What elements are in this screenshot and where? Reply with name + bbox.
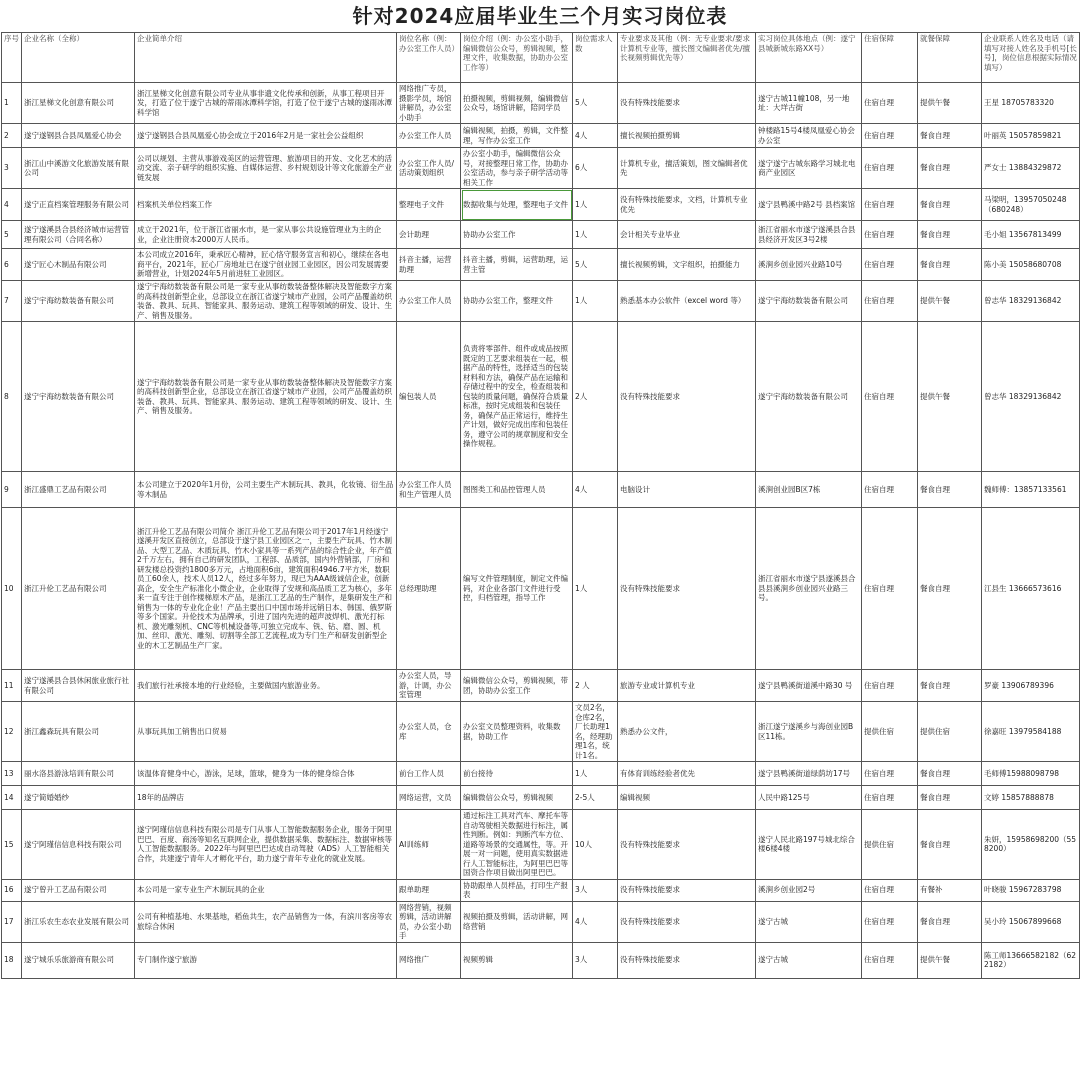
position-duties-cell: 办公室文员整理资料，收集数据，协助工作 (461, 702, 573, 762)
company-intro-cell: 浙江升伦工艺品有限公司简介 浙江升伦工艺品有限公司于2017年1月经遂宁遂溪开发区直接创立，总部设于遂宁县工业园区之一，主要生产玩具、竹木制品、大型工艺品、木质玩具、竹木小家具等一系列产品的综合性企业，年产值2千万左右，拥有自己的研发团队，工程部、品质部，国内外营销部，厂房和研发楼总投资约1800多万元，占地面积6亩，建筑面积4946.7平方米，数职员工60余人，技术人员12人，经过多年努力，现已为AAA级诚信企业，创新高企，安全生产标准化小微企业，企业取得了安规和高品质工艺为核心，多年来一直专注于创作楼梯原木产品，是浙江工艺品的生产制作，是集研发生产和销售为一体的专业化企业！产品主要出口中国市场并远销日本、韩国、俄罗斯等多个国家。升伦技术为品牌承，引进了国内先进的超声波焊机、激光打标机、激光雕刻机、CNC等机械设备等,可独立完成车、铣、钻、磨、圆、机加、丝印、激光、雕刻、切割等全部工艺流程,成为专门生产和研发创新型企业的木工艺制品生产厂家。 (135, 508, 397, 670)
headcount-cell: 2-5人 (573, 786, 618, 810)
table-row (2, 762, 1080, 786)
col-header: 企业名称（全称） (22, 33, 135, 83)
col-header: 岗位需求人数 (573, 33, 618, 83)
headcount-cell: 1人 (573, 221, 618, 249)
work-location-cell: 浙江省丽水市遂宁遂溪县合县县经济开发区3号2楼 (756, 221, 862, 249)
table-row (2, 901, 1080, 942)
position-name-cell: AI训练师 (397, 810, 461, 880)
position-duties-cell: 抖音主播，剪辑，运营助理，运营主管 (461, 249, 573, 281)
position-name-cell: 办公室工作人员 (397, 124, 461, 148)
contact-cell: 文婷 15857888878 (982, 786, 1080, 810)
table-row (2, 249, 1080, 281)
work-location-cell: 遂宁遂宁古城东路学习城北电商产业园区 (756, 148, 862, 189)
requirements-cell: 没有特殊技能要求，文档，计算机专业优先 (618, 189, 756, 221)
headcount-cell: 4人 (573, 472, 618, 508)
row-number-cell: 13 (2, 762, 22, 786)
company-intro-cell: 公司以规划、主营从事游戏美区的运营管理、旅游项目的开发、文化艺术的活动交流、亲子研学的组织实施、自媒体运营、乡村规划设计等文化旅游全产业链发展 (135, 148, 397, 189)
headcount-cell: 2 人 (573, 670, 618, 702)
requirements-cell: 编辑视频 (618, 786, 756, 810)
row-number-cell: 5 (2, 221, 22, 249)
table-row (2, 942, 1080, 978)
housing-cell: 住宿自理 (862, 762, 918, 786)
col-header: 住宿保障 (862, 33, 918, 83)
position-duties-cell: 负责将零部件、组件或成品按照既定的工艺要求组装在一起，根据产品的特性，选择适当的包装材料和方法，确保产品在运输和存储过程中的安全，检查组装和包装的质量问题，确保符合质量标准，按时完成组装和包装任务，确保产品正常运行，维持生产计划，做好完成出库和包装任务，遵守公司的规章制度和安全操作规程。 (461, 322, 573, 472)
contact-cell: 毛师傅15988098798 (982, 762, 1080, 786)
requirements-cell: 没有特殊技能要求 (618, 879, 756, 901)
position-duties-cell: 通过标注工具对汽车、摩托车等自动驾驶相关数据进行标注，属性判断。例如：判断汽车方位、道路等场景的交通属性，等。开展一对一问题，使用真实数据进行人工智能标注，为阿里巴巴等国资合作项目做出阿里巴巴。 (461, 810, 573, 880)
company-name-cell: 浙江升伦工艺品有限公司 (22, 508, 135, 670)
company-intro-cell: 遂宁宇海纺数装备有限公司是一家专业从事纺数装备整体解决及智能数字方案的高科技创新型企业，总部设立在浙江省遂宁城市产业园，公司产品覆盖纺织装备、教具、玩具、智能家具、服务运动、建筑工程等领域的研发、设计、生产、销售及服务。 (135, 322, 397, 472)
contact-cell: 陈工师13666582182（622182） (982, 942, 1080, 978)
contact-cell: 罗豪 13906789396 (982, 670, 1080, 702)
col-header: 序号 (2, 33, 22, 83)
housing-cell: 住宿自理 (862, 148, 918, 189)
work-location-cell: 遂宁人民北路197号城北综合楼6楼4楼 (756, 810, 862, 880)
housing-cell: 住宿自理 (862, 508, 918, 670)
position-duties-cell: 编写文件管理制度，制定文件编码，对企业各部门文件进行受控，归档管理，指导工作 (461, 508, 573, 670)
company-name-cell: 遂宁遂溪县合县经济城市运营管理有限公司（合同名称） (22, 221, 135, 249)
work-location-cell: 溪涧乡创业园2号 (756, 879, 862, 901)
company-name-cell: 丽水洛县游泳培训有限公司 (22, 762, 135, 786)
contact-cell: 江县生 13666573616 (982, 508, 1080, 670)
work-location-cell: 人民中路125号 (756, 786, 862, 810)
meals-cell: 餐食自理 (918, 670, 982, 702)
position-duties-cell: 办公室小助手，编辑微信公众号，对接整理日常工作，协助办公室活动，参与亲子研学活动等相关工作 (461, 148, 573, 189)
housing-cell: 住宿自理 (862, 189, 918, 221)
work-location-cell: 钟楼路15号4楼凤凰爱心协会办公室 (756, 124, 862, 148)
contact-cell: 叶晓骏 15967283798 (982, 879, 1080, 901)
position-duties-cell: 视频拍摄及剪辑，活动讲解，网络营销 (461, 901, 573, 942)
housing-cell: 住宿自理 (862, 281, 918, 322)
housing-cell: 住宿自理 (862, 472, 918, 508)
company-intro-cell: 档案机关单位档案工作 (135, 189, 397, 221)
headcount-cell: 10人 (573, 810, 618, 880)
meals-cell: 提供午餐 (918, 942, 982, 978)
requirements-cell: 熟悉基本办公软件（excel word 等） (618, 281, 756, 322)
company-name-cell: 浙江山中溪游文化旅游发展有限公司 (22, 148, 135, 189)
page-title: 针对2024应届毕业生三个月实习岗位表 (352, 4, 728, 28)
position-name-cell: 办公室工作人员/活动策划组织 (397, 148, 461, 189)
housing-cell: 住宿自理 (862, 786, 918, 810)
col-header: 企业简单介绍 (135, 33, 397, 83)
meals-cell: 餐食自理 (918, 786, 982, 810)
position-name-cell: 网络运营，文员 (397, 786, 461, 810)
company-name-cell: 遂宁城乐乐旅游商有限公司 (22, 942, 135, 978)
row-number-cell: 6 (2, 249, 22, 281)
contact-cell: 严女士 13884329872 (982, 148, 1080, 189)
meals-cell: 提供住宿 (918, 702, 982, 762)
position-name-cell: 整理电子文件 (397, 189, 461, 221)
row-number-cell: 18 (2, 942, 22, 978)
position-name-cell: 会计助理 (397, 221, 461, 249)
position-name-cell: 网络营销，视频剪辑，活动讲解员，办公室小助手 (397, 901, 461, 942)
col-header: 岗位名称（例：办公室工作人员） (397, 33, 461, 83)
company-name-cell: 浙江鑫森玩具有限公司 (22, 702, 135, 762)
housing-cell: 住宿自理 (862, 83, 918, 124)
housing-cell: 住宿自理 (862, 942, 918, 978)
contact-cell: 魏师傅：13857133561 (982, 472, 1080, 508)
headcount-cell: 5人 (573, 249, 618, 281)
position-duties-cell: 协助办公室工作，整理文件 (461, 281, 573, 322)
company-name-cell: 遂宁宇海纺数装备有限公司 (22, 281, 135, 322)
position-name-cell: 办公室人员，仓库 (397, 702, 461, 762)
position-name-cell: 网络推广专员，摄影学员，场馆讲解员，办公室小助手 (397, 83, 461, 124)
requirements-cell: 没有特殊技能要求 (618, 942, 756, 978)
row-number-cell: 2 (2, 124, 22, 148)
meals-cell: 餐食自理 (918, 124, 982, 148)
work-location-cell: 遂宁宇海纺数装备有限公司 (756, 281, 862, 322)
headcount-cell: 4人 (573, 901, 618, 942)
company-intro-cell: 本公司成立2016年，秉承匠心精神，匠心恪守服务宣言和初心，继续在各电商平台，2021年，匠心厂房地址已在遂宁创业园工业园区，因公司发展需要新增营业，计划2024年5月前进驻工业园区。 (135, 249, 397, 281)
work-location-cell: 遂宁宇海纺数装备有限公司 (756, 322, 862, 472)
headcount-cell: 1人 (573, 508, 618, 670)
position-duties-cell: 前台接待 (461, 762, 573, 786)
company-intro-cell: 从事玩具加工销售出口贸易 (135, 702, 397, 762)
position-name-cell: 抖音主播，运营助理 (397, 249, 461, 281)
row-number-cell: 3 (2, 148, 22, 189)
table-row (2, 786, 1080, 810)
company-intro-cell: 本公司建立于2020年1月份，公司主要生产木制玩具、教具，化妆镜、衍生品等木制品 (135, 472, 397, 508)
table-row (2, 83, 1080, 124)
col-header: 岗位介绍（例：办公室小助手，编辑微信公众号，剪辑视频，整理文件，收集数据，协助办公室工作等） (461, 33, 573, 83)
work-location-cell: 遂宁县鸭溪中路2号 县档案馆 (756, 189, 862, 221)
work-location-cell: 遂宁县鸭溪街道溪中路30 号 (756, 670, 862, 702)
company-intro-cell: 遂宁宇海纺数装备有限公司是一家专业从事纺数装备整体解决及智能数字方案的高科技创新型企业，总部设立在浙江省遂宁城市产业园，公司产品覆盖纺织装备、教具、玩具、智能家具、服务运动、建筑工程等领域的研发、设计、生产、销售及服务。 (135, 281, 397, 322)
requirements-cell: 擅长视频拍摄剪辑 (618, 124, 756, 148)
row-number-cell: 17 (2, 901, 22, 942)
table-row (2, 670, 1080, 702)
position-name-cell: 办公室工作人员和生产管理人员 (397, 472, 461, 508)
company-name-cell: 遂宁曾升工艺品有限公司 (22, 879, 135, 901)
contact-cell: 曾志华 18329136842 (982, 322, 1080, 472)
headcount-cell: 5人 (573, 83, 618, 124)
housing-cell: 提供住宿 (862, 702, 918, 762)
internship-table (1, 32, 1080, 979)
requirements-cell: 旅游专业或计算机专业 (618, 670, 756, 702)
company-name-cell: 浙江盛鼎工艺品有限公司 (22, 472, 135, 508)
work-location-cell: 遂宁县鸭溪街道绿荫坊17号 (756, 762, 862, 786)
contact-cell: 王星 18705783320 (982, 83, 1080, 124)
meals-cell: 餐食自理 (918, 249, 982, 281)
company-intro-cell: 遂宁遂钢县合县凤凰爱心协会成立于2016年2月是一家社会公益组织 (135, 124, 397, 148)
meals-cell: 餐食自理 (918, 221, 982, 249)
headcount-cell: 1人 (573, 762, 618, 786)
table-row (2, 148, 1080, 189)
meals-cell: 餐食自理 (918, 810, 982, 880)
table-row (2, 221, 1080, 249)
company-name-cell: 遂宁阿瑾信信息科技有限公司 (22, 810, 135, 880)
position-duties-cell: 拍摄视频，剪辑视频，编辑微信公众号，场馆讲解，陪同学员 (461, 83, 573, 124)
position-name-cell: 办公室人员，导游，计调，办公室管理 (397, 670, 461, 702)
contact-cell: 毛小姐 13567813499 (982, 221, 1080, 249)
housing-cell: 住宿自理 (862, 879, 918, 901)
headcount-cell: 1人 (573, 189, 618, 221)
meals-cell: 餐食自理 (918, 189, 982, 221)
company-intro-cell: 公司有种植基地、水果基地，稻鱼共生，农产品销售为一体，有滨川客房等农旅综合休闲 (135, 901, 397, 942)
requirements-cell: 熟悉办公文件， (618, 702, 756, 762)
col-header: 就餐保障 (918, 33, 982, 83)
company-name-cell: 浙江乐农生态农业发展有限公司 (22, 901, 135, 942)
contact-cell: 马梁明，13957050248（680248） (982, 189, 1080, 221)
company-intro-cell: 专门制作遂宁旅游 (135, 942, 397, 978)
table-row (2, 124, 1080, 148)
position-duties-cell: 编辑微信公众号，剪辑视频，带团，协助办公室工作 (461, 670, 573, 702)
position-duties-cell: 协助办公室工作 (461, 221, 573, 249)
table-row (2, 810, 1080, 880)
position-name-cell: 编包装人员 (397, 322, 461, 472)
meals-cell: 餐食自理 (918, 762, 982, 786)
row-number-cell: 11 (2, 670, 22, 702)
work-location-cell: 遂宁古城 (756, 901, 862, 942)
requirements-cell: 会计相关专业毕业 (618, 221, 756, 249)
requirements-cell: 没有特殊技能要求 (618, 508, 756, 670)
meals-cell: 提供午餐 (918, 322, 982, 472)
work-location-cell: 浙江遂宁遂溪乡与海创业园B区11栋。 (756, 702, 862, 762)
position-name-cell: 办公室工作人员 (397, 281, 461, 322)
meals-cell: 餐食自理 (918, 901, 982, 942)
col-header: 企业联系人姓名及电话（请填写对接人姓名及手机号[长号]，岗位信息根据实际情况填写） (982, 33, 1080, 83)
row-number-cell: 15 (2, 810, 22, 880)
requirements-cell: 电脑设计 (618, 472, 756, 508)
company-intro-cell: 18年的品牌店 (135, 786, 397, 810)
company-name-cell: 遂宁正直档案管理服务有限公司 (22, 189, 135, 221)
position-duties-cell: 编辑视频，拍摄，剪辑，文件整理，写作办公室工作 (461, 124, 573, 148)
headcount-cell: 1人 (573, 281, 618, 322)
meals-cell: 餐食自理 (918, 472, 982, 508)
contact-cell: 徐嘉旺 13979584188 (982, 702, 1080, 762)
position-duties-cell: 视频剪辑 (461, 942, 573, 978)
requirements-cell: 计算机专业，擅活策划，图文编辑者优先 (618, 148, 756, 189)
meals-cell: 提供午餐 (918, 83, 982, 124)
meals-cell: 餐食自理 (918, 508, 982, 670)
table-row (2, 322, 1080, 472)
housing-cell: 住宿自理 (862, 901, 918, 942)
table-row (2, 879, 1080, 901)
row-number-cell: 7 (2, 281, 22, 322)
row-number-cell: 12 (2, 702, 22, 762)
company-name-cell: 遂宁宇海纺数装备有限公司 (22, 322, 135, 472)
company-name-cell: 遂宁遂钢县合县凤凰爱心协会 (22, 124, 135, 148)
contact-cell: 朱妍，15958698200（558200） (982, 810, 1080, 880)
table-body (2, 83, 1080, 979)
company-intro-cell: 成立于2021年，位于浙江省丽水市，是一家从事公共设施管理业为主的企业，企业注册资本2000万人民币。 (135, 221, 397, 249)
table-row (2, 508, 1080, 670)
company-intro-cell: 该温体育健身中心，游泳，足球，篮球，健身为一体的健身综合体 (135, 762, 397, 786)
row-number-cell: 8 (2, 322, 22, 472)
headcount-cell: 6人 (573, 148, 618, 189)
headcount-cell: 文员2名，仓库2名，厂长助理1名，经理助理1名，统计1名。 (573, 702, 618, 762)
row-number-cell: 14 (2, 786, 22, 810)
requirements-cell: 擅长视频剪辑，文字组织，拍摄能力 (618, 249, 756, 281)
requirements-cell: 没有特殊技能要求 (618, 322, 756, 472)
company-intro-cell: 浙江星梯文化创意有限公司专业从事非遗文化传承和创新，从事工程项目开发，打造了位于遂宁古城的蒂雨冰潭科学馆，打造了位于遂宁古城的遂雨冰潭科学馆 (135, 83, 397, 124)
work-location-cell: 浙江省丽水市遂宁县遂溪县合县县溪涧乡创业园兴业路三号。 (756, 508, 862, 670)
table-row (2, 281, 1080, 322)
contact-cell: 吴小玲 15067899668 (982, 901, 1080, 942)
headcount-cell: 2人 (573, 322, 618, 472)
table-row (2, 472, 1080, 508)
table-row (2, 702, 1080, 762)
company-intro-cell: 本公司是一家专业生产木制玩具的企业 (135, 879, 397, 901)
requirements-cell: 没有特殊技能要求 (618, 83, 756, 124)
work-location-cell: 遂宁古城11幢108，另一地址：大垟古街 (756, 83, 862, 124)
contact-cell: 陈小美 15058680708 (982, 249, 1080, 281)
meals-cell: 餐食自理 (918, 148, 982, 189)
requirements-cell: 没有特殊技能要求 (618, 810, 756, 880)
row-number-cell: 16 (2, 879, 22, 901)
requirements-cell: 没有特殊技能要求 (618, 901, 756, 942)
col-header: 实习岗位具体地点（例：遂宁县城新城东路XX号） (756, 33, 862, 83)
requirements-cell: 有体育训练经验者优先 (618, 762, 756, 786)
position-name-cell: 总经理助理 (397, 508, 461, 670)
company-intro-cell: 我们旅行社承接本地的行业经验，主要做国内旅游业务。 (135, 670, 397, 702)
company-name-cell: 遂宁匠心木制品有限公司 (22, 249, 135, 281)
headcount-cell: 4人 (573, 124, 618, 148)
company-name-cell: 遂宁简婚婚纱 (22, 786, 135, 810)
work-location-cell: 溪涧创业园B区7栋 (756, 472, 862, 508)
headcount-cell: 3人 (573, 942, 618, 978)
position-duties-cell: 数据收集与处理，整理电子文件 (461, 189, 573, 221)
row-number-cell: 4 (2, 189, 22, 221)
housing-cell: 住宿自理 (862, 221, 918, 249)
row-number-cell: 1 (2, 83, 22, 124)
position-duties-cell: 图图类工和品控管理人员 (461, 472, 573, 508)
work-location-cell: 溪涧乡创业园兴业路10号 (756, 249, 862, 281)
position-name-cell: 跟单助理 (397, 879, 461, 901)
position-name-cell: 网络推广 (397, 942, 461, 978)
header-row (2, 33, 1080, 83)
company-name-cell: 遂宁遂溪县合县休闲旅业旅行社有限公司 (22, 670, 135, 702)
meals-cell: 提供午餐 (918, 281, 982, 322)
housing-cell: 住宿自理 (862, 670, 918, 702)
company-intro-cell: 遂宁阿瑾信信息科技有限公司是专门从事人工智能数据服务企业，服务于阿里巴巴、百度、商汤等知名互联网企业，提供数据采集、数据标注、数据审核等人工智能数据服务。2022年与阿里巴巴达成自动驾驶（ADS）人工智能相关合作，共建遂宁青年人才孵化平台，助力遂宁青年专业化的就业发展。 (135, 810, 397, 880)
meals-cell: 有餐补 (918, 879, 982, 901)
row-number-cell: 9 (2, 472, 22, 508)
contact-cell: 曾志华 18329136842 (982, 281, 1080, 322)
position-duties-cell: 协助跟单人员样品，打印生产报表 (461, 879, 573, 901)
position-duties-cell: 编辑微信公众号，剪辑视频 (461, 786, 573, 810)
col-header: 专业要求及其他（例：无专业要求/要求计算机专业等，擅长图文编辑者优先/擅长视频剪辑优先等） (618, 33, 756, 83)
housing-cell: 住宿自理 (862, 124, 918, 148)
housing-cell: 住宿自理 (862, 322, 918, 472)
company-name-cell: 浙江星梯文化创意有限公司 (22, 83, 135, 124)
row-number-cell: 10 (2, 508, 22, 670)
position-name-cell: 前台工作人员 (397, 762, 461, 786)
housing-cell: 住宿自理 (862, 249, 918, 281)
headcount-cell: 3人 (573, 879, 618, 901)
housing-cell: 提供住宿 (862, 810, 918, 880)
work-location-cell: 遂宁古城 (756, 942, 862, 978)
contact-cell: 叶丽英 15057859821 (982, 124, 1080, 148)
table-row (2, 189, 1080, 221)
